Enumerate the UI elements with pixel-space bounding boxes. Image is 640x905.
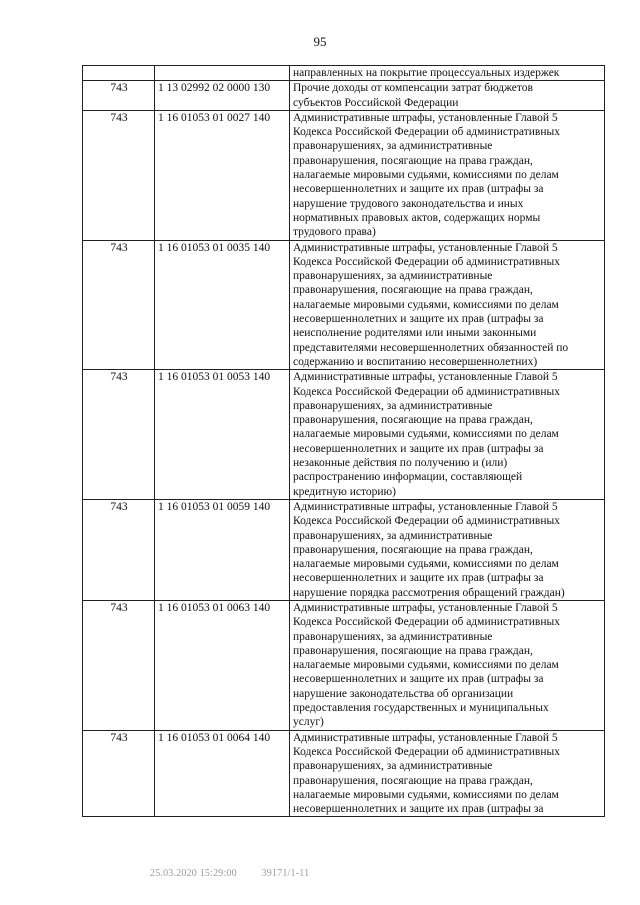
description-line: Кодекса Российской Федерации об административных [293,515,560,528]
administrator-code-cell: 743 [83,81,155,111]
table-row [83,81,605,111]
table-row [83,370,605,500]
table-row [83,240,605,370]
revenue-description-cell [290,66,605,81]
budget-classification-code-cell: 1 16 01053 01 0035 140 [155,240,290,370]
description-line: услуг) [293,716,324,729]
description-line: несовершеннолетних и защите их прав (штрафы за [293,673,544,686]
description-line: направленных на покрытие процессуальных издержек [293,67,560,79]
description-line: незаконные действия по получению и (или) [293,457,508,470]
page-number: 95 [313,34,327,49]
administrator-code-cell: 743 [83,499,155,600]
description-line: нарушение порядка рассмотрения обращений граждан) [293,586,565,599]
description-line: Административные штрафы, установленные Главой 5 [293,731,558,744]
description-line: субъектов Российской Федерации [293,96,459,109]
description-line: несовершеннолетних и защите их прав (штрафы за [293,442,544,455]
description-line: правонарушения, посягающие на права граждан, [293,284,533,297]
description-line: правонарушениях, за административные [293,529,493,542]
administrator-code-cell: 743 [83,600,155,730]
revenue-description-cell [290,600,605,730]
page-footer [150,868,309,879]
description-line: правонарушения, посягающие на права граждан, [293,774,533,787]
description-line: правонарушения, посягающие на права граждан, [293,154,533,167]
budget-classification-code-cell: 1 16 01053 01 0064 140 [155,730,290,817]
description-line: нормативных правовых актов, содержащих нормы [293,211,541,224]
description-line: налагаемые мировыми судьями, комиссиями по делам [293,428,559,441]
description-line: Кодекса Российской Федерации об административных [293,745,560,758]
description-line: Кодекса Российской Федерации об административных [293,126,560,139]
description-line: правонарушения, посягающие на права граждан, [293,414,533,427]
description-line: правонарушениях, за административные [293,140,493,153]
administrator-code-cell: 743 [83,730,155,817]
description-line: Административные штрафы, установленные Главой 5 [293,111,558,124]
revenue-description-cell [290,110,605,240]
description-line: несовершеннолетних и защите их прав (штрафы за [293,183,544,196]
description-line: нарушение законодательства об организации [293,687,514,700]
description-line: Административные штрафы, установленные Главой 5 [293,371,558,384]
description-line: несовершеннолетних и защите их прав (штрафы за [293,572,544,585]
table-row [83,110,605,240]
table-row [83,600,605,730]
description-line: правонарушениях, за административные [293,270,493,283]
revenue-description-cell [290,730,605,817]
description-line: нарушение трудового законодательства и иных [293,197,524,210]
description-line: неисполнение родителями или иными законными [293,327,537,340]
description-line: несовершеннолетних и защите их прав (штрафы за [293,803,544,816]
description-line: правонарушения, посягающие на права граждан, [293,644,533,657]
description-line: налагаемые мировыми судьями, комиссиями по делам [293,169,559,182]
description-line: Кодекса Российской Федерации об административных [293,616,560,629]
administrator-code-cell: 743 [83,370,155,500]
description-line: налагаемые мировыми судьями, комиссиями по делам [293,788,559,801]
table-body [83,66,605,817]
revenue-description-cell [290,370,605,500]
revenue-description-cell [290,499,605,600]
budget-classification-code-cell: 1 16 01053 01 0053 140 [155,370,290,500]
description-line: правонарушениях, за административные [293,399,493,412]
budget-classification-code-cell: 1 16 01053 01 0063 140 [155,600,290,730]
description-line: налагаемые мировыми судьями, комиссиями по делам [293,659,559,672]
administrator-code-cell: 743 [83,110,155,240]
administrator-code-cell: 743 [83,240,155,370]
description-line: содержанию и воспитанию несовершеннолетних) [293,355,538,368]
budget-classification-code-cell: 1 13 02992 02 0000 130 [155,81,290,111]
revenue-description-cell [290,240,605,370]
description-line: Кодекса Российской Федерации об административных [293,385,560,398]
description-line: Кодекса Российской Федерации об административных [293,255,560,268]
description-line: налагаемые мировыми судьями, комиссиями по делам [293,298,559,311]
description-line: Административные штрафы, установленные Главой 5 [293,241,558,254]
budget-classification-code-cell [155,66,290,81]
description-line: Административные штрафы, установленные Главой 5 [293,500,558,513]
description-line: правонарушения, посягающие на права граждан, [293,543,533,556]
description-line: предоставления государственных и муниципальных [293,702,549,715]
description-line: правонарушениях, за административные [293,630,493,643]
administrator-code-cell [83,66,155,81]
budget-classification-code-cell: 1 16 01053 01 0059 140 [155,499,290,600]
description-line: кредитную историю) [293,485,396,498]
description-line: представителями несовершеннолетних обязанностей по [293,341,569,354]
budget-classification-code-cell: 1 16 01053 01 0027 140 [155,110,290,240]
table-row [83,499,605,600]
description-line: несовершеннолетних и защите их прав (штрафы за [293,313,544,326]
description-line: правонарушениях, за административные [293,760,493,773]
footer-timestamp: 25.03.2020 15:29:00 [150,868,237,879]
table-row [83,730,605,817]
footer-document-id: 39171/1-11 [261,868,310,879]
description-line: трудового права) [293,226,376,239]
description-line: Административные штрафы, установленные Главой 5 [293,601,558,614]
description-line: распространению информации, составляющей [293,471,523,484]
revenue-description-cell [290,81,605,111]
table-row [83,66,605,81]
revenue-code-table [82,65,605,817]
description-line: Прочие доходы от компенсации затрат бюджетов [293,82,533,95]
description-line: налагаемые мировыми судьями, комиссиями по делам [293,558,559,571]
